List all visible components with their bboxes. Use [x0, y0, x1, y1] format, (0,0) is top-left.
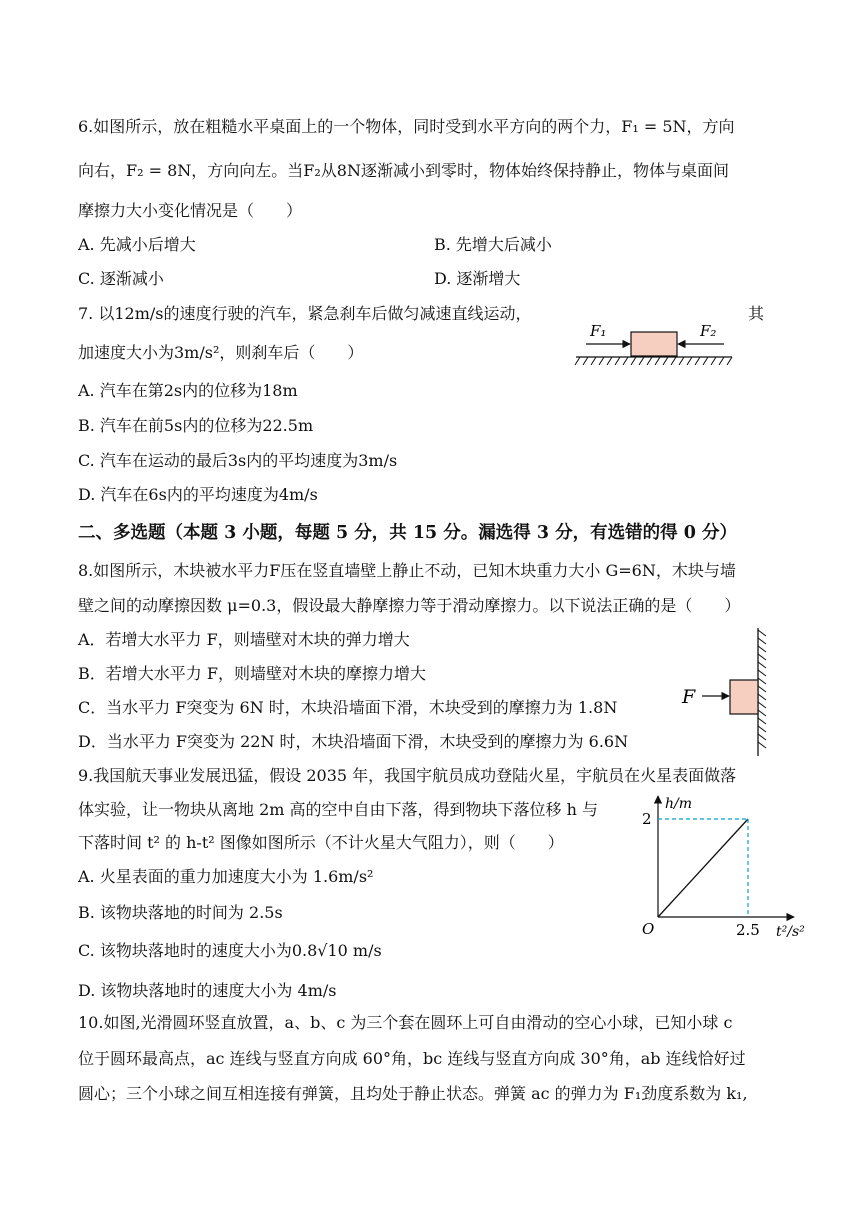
q7-option-c: C. 汽车在运动的最后3s内的平均速度为3m/s [78, 451, 398, 470]
q7-line-2: 加速度大小为3m/s²，则刹车后（ ） [78, 343, 364, 362]
q7-line-1-end: 其 [748, 304, 765, 323]
q6-force-figure [572, 318, 738, 374]
x-axis-label: t²/s² [776, 924, 805, 940]
wall-hatch [758, 630, 766, 748]
q9-h-t2-graph [628, 790, 808, 942]
q8-line-1: 8.如图所示，木块被水平力F压在竖直墙壁上静止不动，已知木块重力大小 G=6N，木块与墙 [78, 561, 736, 580]
block [631, 332, 677, 356]
block [730, 680, 758, 714]
f-label: F [682, 686, 696, 708]
f1-label: F₁ [590, 322, 607, 340]
q9-option-a: A. 火星表面的重力加速度大小为 1.6m/s² [78, 867, 374, 886]
h-t2-line [658, 819, 748, 917]
section-2-heading: 二、多选题（本题 3 小题，每题 5 分，共 15 分。漏选得 3 分，有选错的得 0 分） [78, 523, 737, 543]
ground-hatch [575, 357, 732, 365]
q6-line-3: 摩擦力大小变化情况是（ ） [78, 201, 303, 220]
origin-label: O [642, 920, 655, 938]
y-axis-label: h/m [665, 796, 693, 812]
q9-option-c: C. 该物块落地时的速度大小为0.8√10 m/s [78, 941, 382, 960]
q8-wall-figure [680, 626, 772, 758]
q8-line-2: 壁之间的动摩擦因数 μ=0.3，假设最大静摩擦力等于滑动摩擦力。以下说法正确的是（ ） [78, 596, 741, 615]
q9-option-d: D. 该物块落地时的速度大小为 4m/s [78, 981, 337, 1000]
q9-line-1: 9.我国航天事业发展迅猛，假设 2035 年，我国宇航员成功登陆火星，宇航员在火星表面做落 [78, 766, 737, 785]
y-tick-label: 2 [642, 810, 652, 828]
f2-label: F₂ [700, 322, 717, 340]
q9-line-2: 体实验，让一物块从离地 2m 高的空中自由下落，得到物块下落位移 h 与 [78, 800, 599, 819]
q8-option-b: B．若增大水平力 F，则墙壁对木块的摩擦力增大 [78, 664, 426, 683]
q7-line-1: 7. 以12m/s的速度行驶的汽车，紧急刹车后做匀减速直线运动， [78, 304, 532, 323]
q9-line-3: 下落时间 t² 的 h-t² 图像如图所示（不计火星大气阻力），则（ ） [78, 833, 564, 852]
q6-option-b: B. 先增大后减小 [434, 235, 552, 254]
q6-line-2: 向右，F₂ = 8N，方向向左。当F₂从8N逐渐减小到零时，物体始终保持静止，物体与桌面间 [78, 161, 729, 180]
q10-line-1: 10.如图,光滑圆环竖直放置，a、b、c 为三个套在圆环上可自由滑动的空心小球，已知小球 c [78, 1013, 733, 1032]
q7-option-d: D. 汽车在6s内的平均速度为4m/s [78, 485, 318, 504]
q10-line-3: 圆心；三个小球之间互相连接有弹簧，且均处于静止状态。弹簧 ac 的弹力为 F₁劲度系数为 k₁, [78, 1084, 748, 1103]
q7-option-b: B. 汽车在前5s内的位移为22.5m [78, 416, 314, 435]
q8-option-c: C．当水平力 F突变为 6N 时，木块沿墙面下滑，木块受到的摩擦力为 1.8N [78, 698, 618, 717]
q10-line-2: 位于圆环最高点，ac 连线与竖直方向成 60°角，bc 连线与竖直方向成 30°角，ab 连线恰好过 [78, 1049, 746, 1068]
q6-option-d: D. 逐渐增大 [434, 269, 521, 288]
q8-option-d: D．当水平力 F突变为 22N 时，木块沿墙面下滑，木块受到的摩擦力为 6.6N [78, 732, 629, 751]
q9-option-b: B. 该物块落地的时间为 2.5s [78, 903, 283, 922]
q6-line-1: 6.如图所示，放在粗糙水平桌面上的一个物体，同时受到水平方向的两个力，F₁ = 5N，方向 [78, 117, 735, 136]
q6-option-c: C. 逐渐减小 [78, 269, 164, 288]
q6-option-a: A. 先减小后增大 [78, 235, 196, 254]
q8-option-a: A．若增大水平力 F，则墙壁对木块的弹力增大 [78, 630, 410, 649]
x-tick-label: 2.5 [736, 921, 760, 939]
q7-option-a: A. 汽车在第2s内的位移为18m [78, 381, 298, 400]
